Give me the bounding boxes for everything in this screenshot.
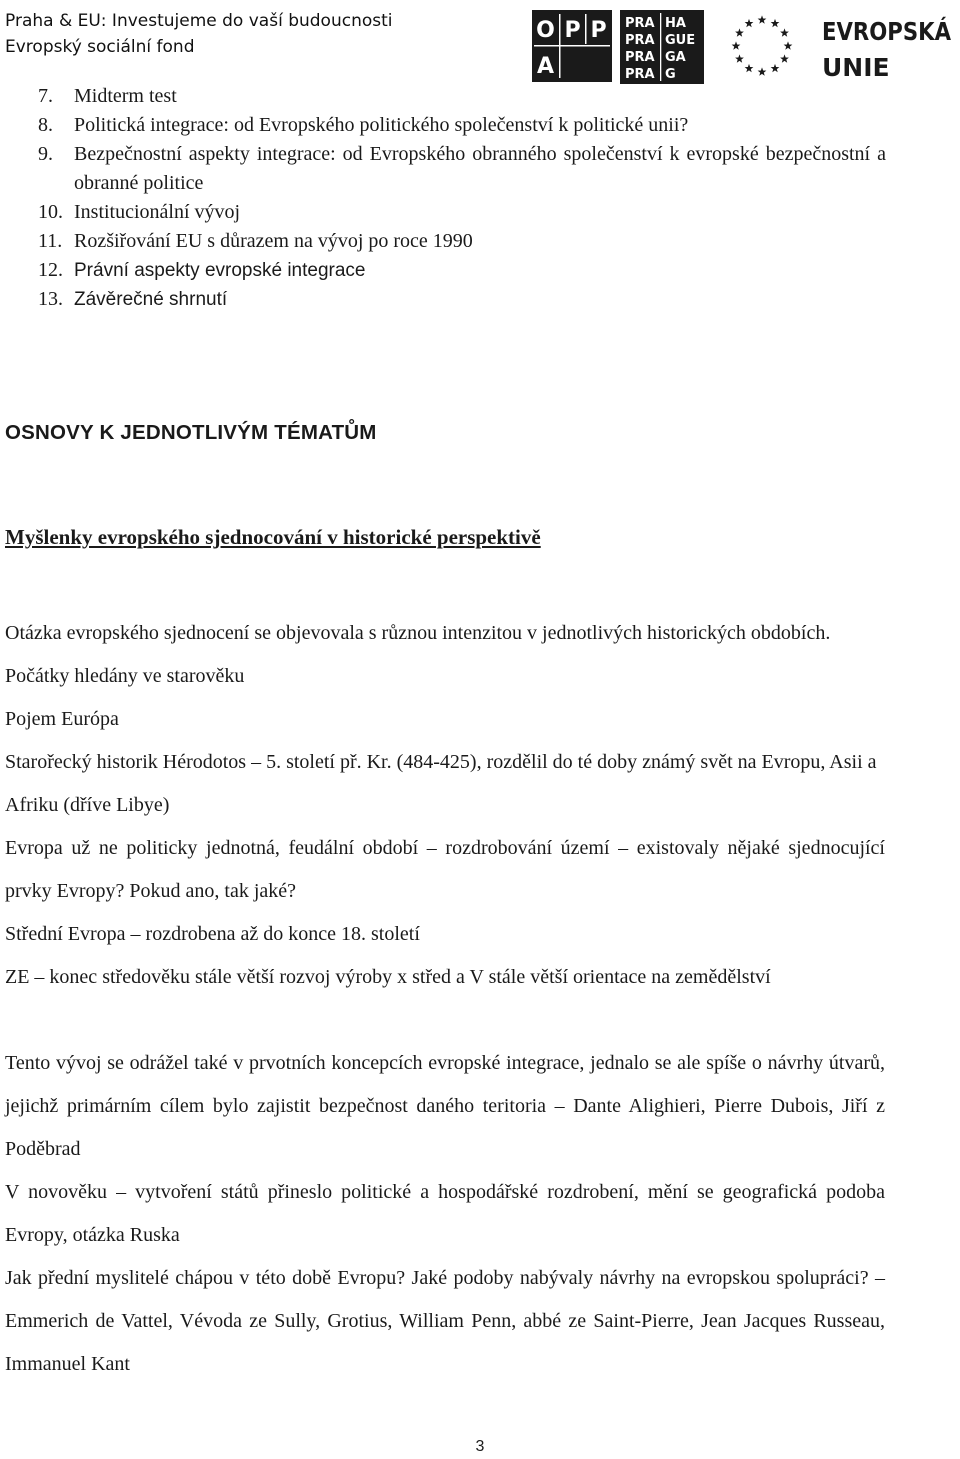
- eu-star-icon: [735, 28, 744, 36]
- toc-item: [38, 227, 886, 256]
- praha-row1-right: HA: [665, 16, 686, 31]
- toc-text: Midterm test: [74, 85, 177, 107]
- paragraph: Otázka evropského sjednocení se objevovala s různou intenzitou v jednotlivých historických obdobích. Počátky hledány ve starověku: [5, 622, 831, 687]
- paragraph: Starořecký historik Hérodotos – 5. století př. Kr. (484-425), rozdělil do té doby známý svět na Evropu, Asii a Afriku (dříve Libye): [5, 751, 877, 816]
- opp-a-logo: [532, 10, 612, 82]
- eu-star-icon: [771, 64, 780, 72]
- eu-star-icon: [732, 41, 741, 49]
- eu-star-icon: [745, 64, 754, 72]
- praha-row4-left: PRA: [625, 67, 655, 82]
- toc-text: Závěrečné shrnutí: [74, 289, 228, 310]
- eu-star-icon: [735, 54, 744, 62]
- paragraph: Evropa už ne politicky jednotná, feudální období – rozdrobování území – existovaly nějaké sjednocující prvky Evropy? Pokud ano, tak jaké?: [5, 837, 885, 902]
- eu-wordmark-line2: UNIE: [822, 53, 890, 82]
- header-line-2: Evropský sociální fond: [5, 37, 195, 57]
- topic-subheading: Myšlenky evropského sjednocování v historické perspektivě: [5, 525, 541, 549]
- paragraph: V novověku – vytvoření států přineslo politické a hospodářské rozdrobení, mění se geografická podoba Evropy, otázka Ruska: [5, 1181, 885, 1246]
- eu-wordmark-line1: EVROPSKÁ: [822, 17, 952, 46]
- eu-star-icon: [745, 19, 754, 27]
- eu-star-icon: [758, 67, 767, 75]
- opp-letter-p2: P: [590, 18, 607, 43]
- toc-number: 10.: [38, 201, 63, 223]
- eu-star-icon: [771, 19, 780, 27]
- course-topic-list: [38, 82, 886, 314]
- eu-star-icon: [784, 41, 793, 49]
- praha-row3-left: PRA: [625, 50, 655, 65]
- opp-letter-o: O: [536, 18, 555, 43]
- paragraph: Tento vývoj se odrážel také v prvotních koncepcích evropské integrace, jednalo se ale spíše o návrhy útvarů, jejichž primárním cílem bylo zajistit bezpečnost daného teritoria – Dante Alighieri, Pierre Dubois, Jiří z Poděbrad: [5, 1052, 885, 1160]
- praha-row4-right: G: [665, 67, 676, 82]
- toc-number: 12.: [38, 259, 63, 281]
- section-heading: OSNOVY K JEDNOTLIVÝM TÉMATŮM: [5, 421, 377, 444]
- eu-stars-icon: [714, 10, 810, 82]
- praha-row2-left: PRA: [625, 33, 655, 48]
- toc-item: [38, 198, 886, 227]
- header-line-1: Praha & EU: Investujeme do vaší budoucnosti: [5, 11, 393, 31]
- toc-item: [38, 82, 886, 111]
- page-number: 3: [475, 1438, 485, 1455]
- toc-text: Právní aspekty evropské integrace: [74, 260, 366, 281]
- toc-text: Bezpečnostní aspekty integrace: od Evropského obranného společenství k evropské bezpečnostní a obranné politice: [74, 143, 886, 194]
- praha-row2-right: GUE: [665, 33, 696, 48]
- paragraph: Pojem Európa: [5, 708, 119, 730]
- toc-item: [38, 111, 886, 140]
- toc-item: [38, 285, 886, 314]
- eu-star-icon: [758, 15, 767, 23]
- toc-text: Institucionální vývoj: [74, 201, 241, 223]
- paragraph: ZE – konec středověku stále větší rozvoj výroby x střed a V stále větší orientace na zemědělství: [5, 966, 771, 988]
- eu-wordmark: [820, 8, 955, 88]
- toc-item: [38, 256, 886, 285]
- toc-number: 8.: [38, 114, 53, 136]
- opp-letter-a: A: [536, 54, 555, 79]
- header-funding-text: [5, 8, 393, 60]
- paragraph: Jak přední myslitelé chápou v této době Evropu? Jaké podoby nabývaly návrhy na evropskou spolupráci? – Emmerich de Vattel, Vévoda ze Sully, Grotius, William Penn, abbé ze Saint-Pierre, Jean Jacques Russeau, Immanuel Kant: [5, 1267, 885, 1375]
- toc-number: 7.: [38, 85, 53, 107]
- eu-star-icon: [780, 28, 789, 36]
- toc-number: 13.: [38, 288, 63, 310]
- toc-number: 9.: [38, 143, 53, 165]
- toc-item: [38, 140, 886, 198]
- praha-row3-right: GA: [665, 50, 686, 65]
- toc-text: Rozšiřování EU s důrazem na vývoj po roce 1990: [74, 230, 473, 252]
- toc-number: 11.: [38, 230, 63, 252]
- paragraph: Střední Evropa – rozdrobena až do konce 18. století: [5, 923, 420, 945]
- opp-letter-p1: P: [564, 18, 581, 43]
- eu-star-icon: [780, 54, 789, 62]
- praha-row1-left: PRA: [625, 16, 655, 31]
- toc-text: Politická integrace: od Evropského politického společenství k politické unii?: [74, 114, 689, 136]
- praha-logo: [620, 10, 704, 84]
